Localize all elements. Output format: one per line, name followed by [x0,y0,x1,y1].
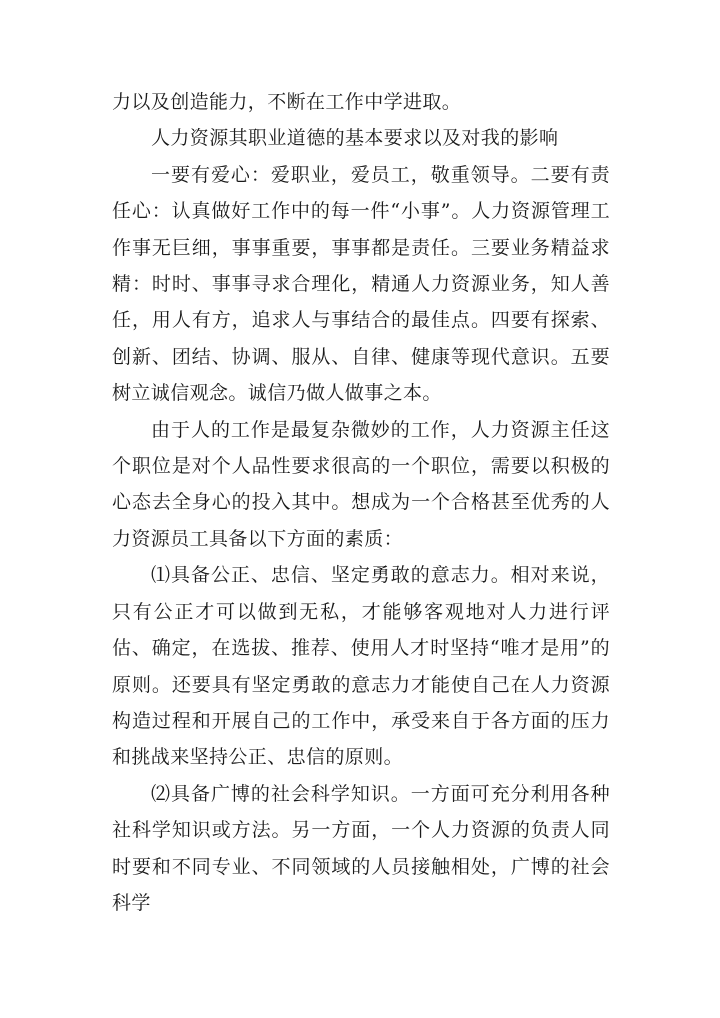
paragraph-quality-2: ⑵具备广博的社会科学知识。一方面可充分利用各种社科学知识或方法。另一方面，一个人力资源的负责人同时要和不同专业、不同领域的人员接触相处，广博的社会科学 [112,782,610,914]
paragraph-continuation: 力以及创造能力，不断在工作中学进取。 [112,91,462,113]
paragraph-ethics-requirements: 一要有爱心：爱职业，爱员工，敬重领导。二要有责任心：认真做好工作中的每一件“小事”。人力资源管理工作事无巨细，事事重要，事事都是责任。三要业务精益求精：时时、事事寻求合理化，精通人力资源业务，知人善任，用人有方，追求人与事结合的最佳点。四要有探索、创新、团结、协调、服从、自律、健康等现代意识。五要树立诚信观念。诚信乃做人做事之本。 [112,163,610,405]
document-body [112,84,610,921]
paragraph-hr-qualities-intro: 由于人的工作是最复杂微妙的工作，人力资源主任这个职位是对个人品性要求很高的一个职位，需要以积极的心态去全身心的投入其中。想成为一个合格甚至优秀的人力资源员工具备以下方面的素质： [112,418,610,550]
section-heading: 人力资源其职业道德的基本要求以及对我的影响 [151,127,559,150]
paragraph-quality-1: ⑴具备公正、忠信、坚定勇敢的意志力。相对来说，只有公正才可以做到无私，才能够客观地对人力进行评估、确定，在选拔、推荐、使用人才时坚持“唯才是用”的原则。还要具有坚定勇敢的意志力才能使自己在人力资源构造过程和开展自己的工作中，承受来自于各方面的压力和挑战来坚持公正、忠信的原则。 [112,564,610,769]
